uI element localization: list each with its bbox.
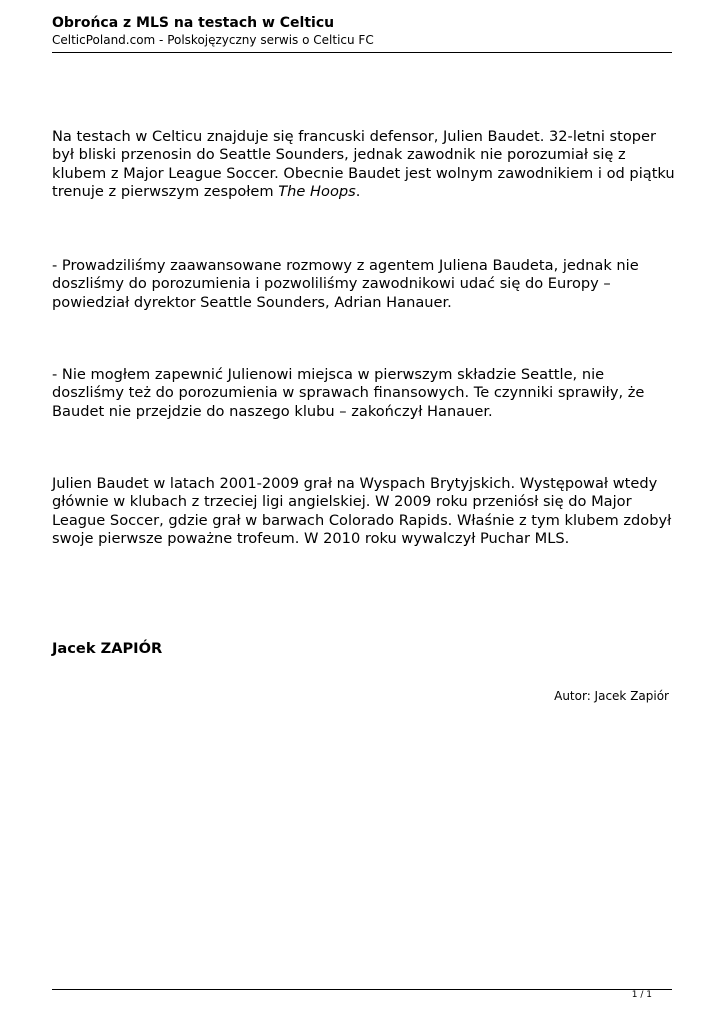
paragraph-quote-1: - Prowadziliśmy zaawansowane rozmowy z agentem Juliena Baudeta, jednak nie doszliśmy do porozumienia i pozwoliliśmy zawodnikowi udać się do Europy – powiedział dyrektor Seattle Sounders, Adrian Hanauer.: [52, 257, 639, 311]
paragraph-quote-2: - Nie mogłem zapewnić Julienowi miejsca w pierwszym składzie Seattle, nie doszliśmy też do porozumienia w sprawach finansowych. Te czynniki sprawiły, że Baudet nie przejdzie do naszego klubu – zakończył Hanauer.: [52, 366, 645, 420]
paragraph-intro-end: .: [355, 182, 361, 200]
paragraph-intro: [52, 128, 677, 201]
site-subtitle: CelticPoland.com - Polskojęzyczny serwis o Celticu FC: [52, 33, 374, 47]
paragraph-intro-emphasis: The Hoops: [278, 182, 356, 200]
header-divider: [52, 52, 672, 53]
page-header: [52, 15, 672, 48]
page-number: 1 / 1: [631, 990, 652, 1000]
author-line: Autor: Jacek Zapiór: [554, 689, 669, 703]
article-signature: Jacek ZAPIÓR: [52, 640, 163, 657]
article-title: Obrońca z MLS na testach w Celticu: [52, 15, 335, 31]
paragraph-intro-text: Na testach w Celticu znajduje się francuski defensor, Julien Baudet. 32-letni stoper był bliski przenosin do Seattle Sounders, jednak zawodnik nie porozumiał się z klubem z Major League Soccer. Obecnie Baudet jest wolnym zawodnikiem i od piątku trenuje z pierwszym zespołem: [52, 128, 675, 200]
paragraph-background: Julien Baudet w latach 2001-2009 grał na Wyspach Brytyjskich. Występował wtedy głównie w klubach z trzeciej ligi angielskiej. W 2009 roku przeniósł się do Major League Soccer, gdzie grał w barwach Colorado Rapids. Właśnie z tym klubem zdobył swoje pierwsze poważne trofeum. W 2010 roku wywalczył Puchar MLS.: [52, 475, 672, 547]
